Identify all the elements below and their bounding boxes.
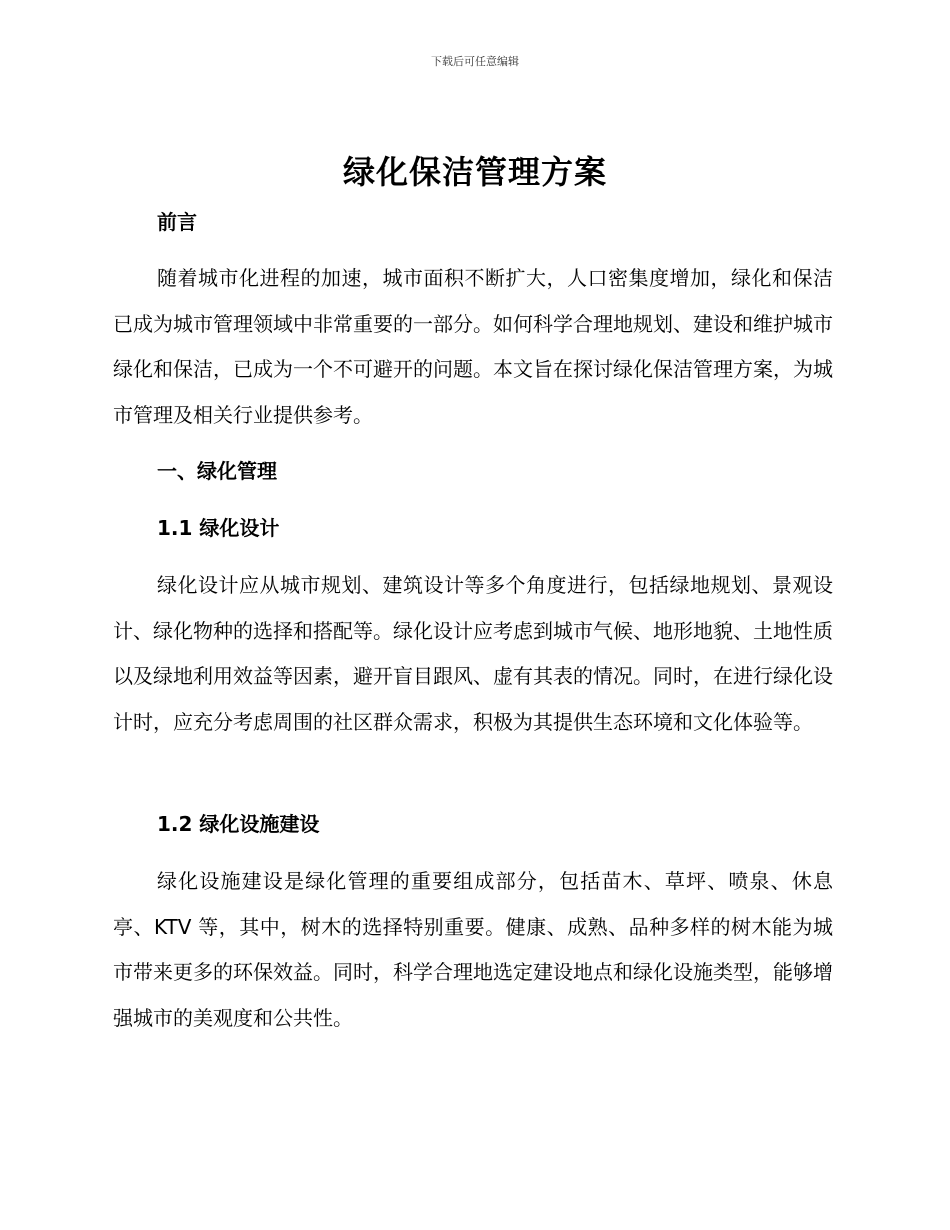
subsection-heading-design: 1.1 绿化设计 [157, 516, 280, 540]
facility-paragraph: 绿化设施建设是绿化管理的重要组成部分，包括苗木、草坪、喷泉、休息亭、KTV 等，其中，树木的选择特别重要。健康、成熟、品种多样的树木能为城市带来更多的环保效益。同时，科学合理地选定建设地点和绿化设施类型，能够增强城市的美观度和公共性。 [113, 869, 833, 1030]
preface-heading: 前言 [157, 210, 197, 234]
subsection-heading-facility: 1.2 绿化设施建设 [157, 812, 320, 836]
preface-paragraph: 随着城市化进程的加速，城市面积不断扩大，人口密集度增加，绿化和保洁已成为城市管理领域中非常重要的一部分。如何科学合理地规划、建设和维护城市绿化和保洁，已成为一个不可避开的问题。本文旨在探讨绿化保洁管理方案，为城市管理及相关行业提供参考。 [113, 266, 833, 427]
page-header-note: 下载后可任意编辑 [431, 55, 519, 68]
section-heading-greening: 一、绿化管理 [157, 459, 277, 483]
document-title: 绿化保洁管理方案 [342, 153, 607, 191]
design-paragraph: 绿化设计应从城市规划、建筑设计等多个角度进行，包括绿地规划、景观设计、绿化物种的选择和搭配等。绿化设计应考虑到城市气候、地形地貌、土地性质以及绿地利用效益等因素，避开盲目跟风、虚有其表的情况。同时，在进行绿化设计时，应充分考虑周围的社区群众需求，积极为其提供生态环境和文化体验等。 [113, 573, 833, 734]
